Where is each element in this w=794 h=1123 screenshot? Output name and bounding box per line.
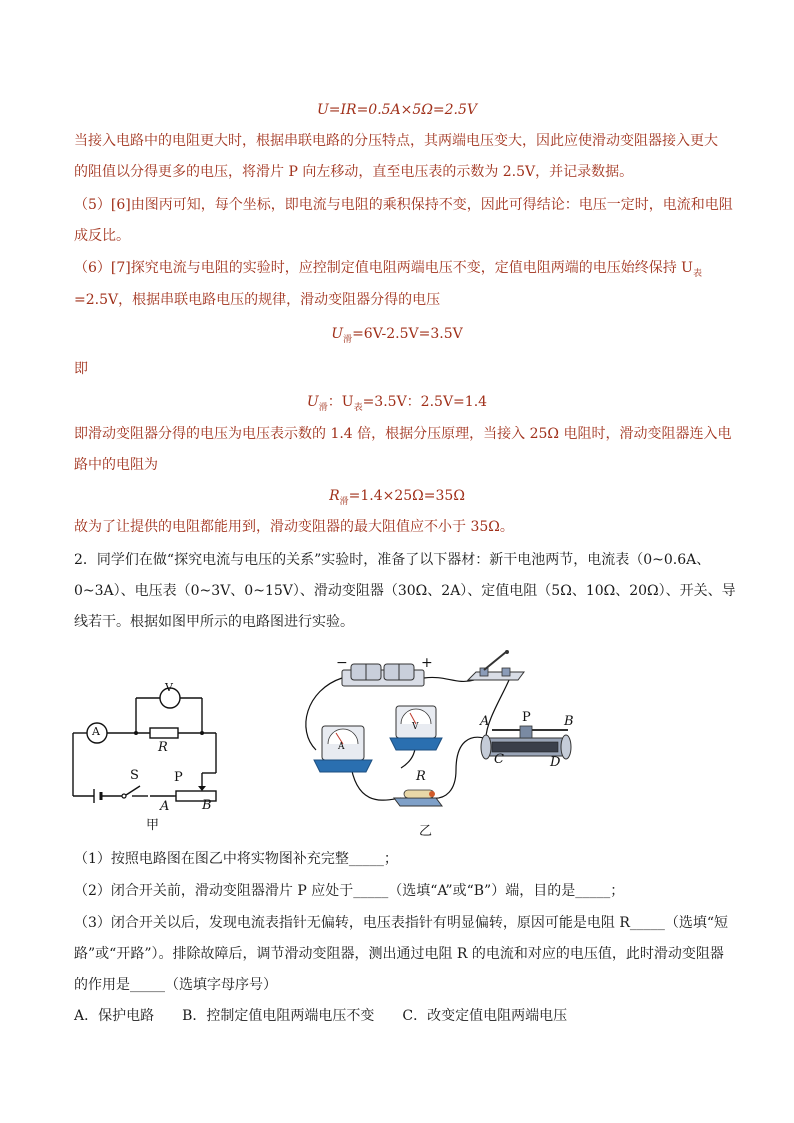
slider-label: P — [174, 770, 183, 785]
question2-part3-line: 路”或“开路”）。排除故障后，调节滑动变阻器，测出通过电阻 R 的电流和对应的电压值，此时滑动变阻器 — [74, 946, 724, 962]
solution-paragraph-line: 的阻值以分得更多的电压，将滑片 P 向左移动，直至电压表的示数为 2.5V，并记录数据。 — [74, 164, 634, 180]
question2-intro-line: 0~3A）、电压表（0~3V、0~15V）、滑动变阻器（30Ω、2A）、定值电阻（5Ω、10Ω、20Ω）、开关、导 — [74, 583, 736, 599]
apparatus-figure-yi — [296, 650, 596, 840]
voltmeter-label: V — [165, 681, 173, 694]
solution-part5-line: 成反比。 — [74, 228, 130, 244]
rheostat-d-label: D — [550, 755, 561, 770]
battery-plus-label: + — [421, 655, 433, 671]
solution-part7-line: 即滑动变阻器分得的电压为电压表示数的 1.4 倍，根据分压原理，当接入 25Ω 电阻时，滑动变阻器连入电 — [74, 426, 732, 442]
question2-options: A．保护电路 B．控制定值电阻两端电压不变 C．改变定值电阻两端电压 — [74, 1008, 568, 1024]
question2-part2: （2）闭合开关前，滑动变阻器滑片 P 应处于_____（选填“A”或“B”）端，目的是_____； — [74, 883, 625, 899]
rheostat-p-label: P — [522, 710, 531, 725]
solution-conclusion: 故为了让提供的电阻都能用到，滑动变阻器的最大阻值应不小于 35Ω。 — [74, 519, 514, 535]
solution-paragraph-line: 当接入电路中的电阻更大时，根据串联电路的分压特点，其两端电压变大，因此应使滑动变阻器接入更大 — [74, 133, 718, 149]
equation-text: U=IR=0.5A×5Ω=2.5V — [316, 102, 478, 118]
solution-word-ji: 即 — [74, 361, 88, 377]
equation-ohm — [0, 100, 794, 120]
question2-part3-line: 的作用是_____（选填字母序号） — [74, 977, 277, 993]
question2-intro-line: 线若干。根据如图甲所示的电路图进行实验。 — [74, 614, 354, 630]
voltmeter-face-label: V — [412, 722, 419, 732]
solution-part5-line: （5）[6]由图丙可知，每个坐标，即电流与电阻的乘积保持不变，因此可得结论：电压一定时，电流和电阻 — [74, 197, 733, 213]
ammeter-face-label: A — [338, 742, 345, 752]
question2-part1: （1）按照电路图在图乙中将实物图补充完整_____； — [74, 851, 398, 867]
question2-intro-line: 2．同学们在做“探究电流与电压的关系”实验时，准备了以下器材：新干电池两节，电流表（0~0.6A、 — [74, 552, 711, 568]
terminal-a-label: A — [160, 799, 170, 814]
ammeter-label: A — [92, 725, 100, 738]
equation-slider-resistance: $R_滑=1.4\times 25\Omega=35\Omega$ — [329, 488, 465, 507]
solution-part6-line: （6）[7]探究电流与电阻的实验时，应控制定值电阻两端电压不变，定值电阻两端的电压始终保持 $U_表$ — [74, 260, 703, 279]
rheostat-a-label: A — [480, 714, 490, 729]
circuit-diagram-jia — [68, 648, 238, 838]
terminal-b-label: B — [202, 798, 212, 813]
figure-jia-caption: 甲 — [146, 818, 160, 833]
equation-slider-voltage: $U_滑=6V-2.5V=3.5V$ — [331, 326, 463, 345]
question2-part3-line: （3）闭合开关以后，发现电流表指针无偏转，电压表指针有明显偏转，原因可能是电阻 R_____（选填“短 — [74, 915, 729, 931]
switch-label: S — [130, 768, 139, 783]
solution-part6-line: =2.5V，根据串联电路电压的规律，滑动变阻器分得的电压 — [74, 292, 441, 308]
solution-part7-line: 路中的电阻为 — [74, 457, 158, 473]
battery-minus-label: − — [336, 655, 348, 671]
rheostat-b-label: B — [564, 714, 574, 729]
equation-ratio: $U_滑$：$U_表=3.5V$：2.5V=1.4 — [306, 394, 488, 413]
resistor-r-label: R — [416, 769, 426, 784]
rheostat-c-label: C — [494, 752, 504, 767]
figure-yi-caption: 乙 — [419, 824, 433, 839]
resistor-label: R — [158, 740, 168, 755]
